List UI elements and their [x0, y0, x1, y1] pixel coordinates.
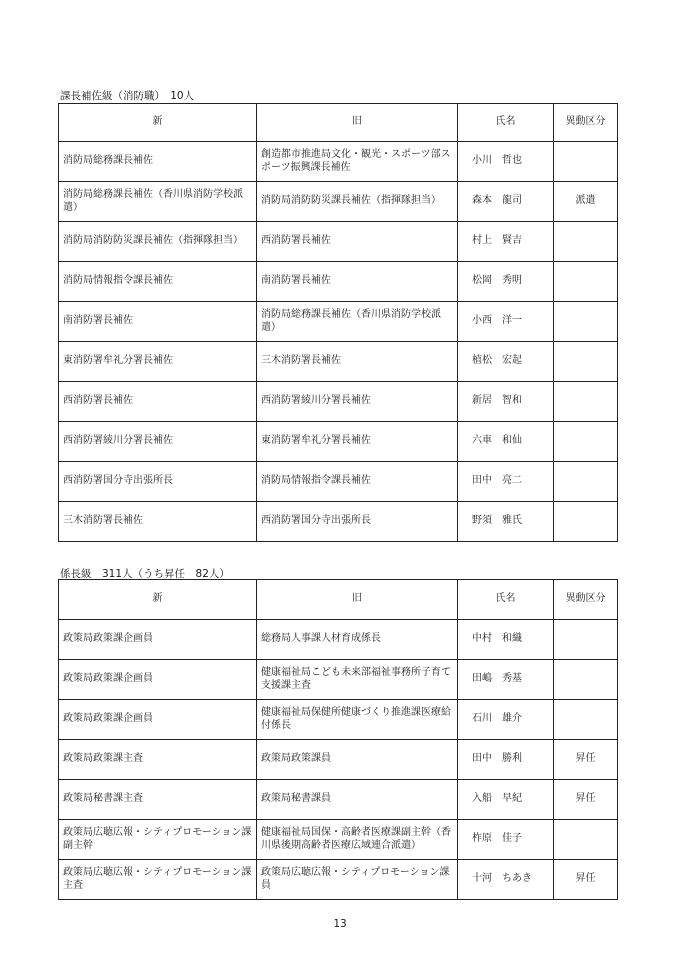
cell-kubun — [554, 302, 618, 342]
cell-name: 小川 哲也 — [458, 142, 554, 182]
cell-kubun: 昇任 — [554, 740, 618, 780]
cell-old: 健康福祉局こども未来部福祉事務所子育て支援課主査 — [257, 660, 458, 700]
cell-old: 健康福祉局保健所健康づくり推進課医療給付係長 — [257, 700, 458, 740]
table-row — [59, 700, 618, 740]
cell-new: 消防局総務課長補佐 — [59, 142, 257, 182]
header-new: 新 — [59, 580, 257, 620]
cell-old: 東消防署牟礼分署長補佐 — [257, 422, 458, 462]
cell-new: 三木消防署長補佐 — [59, 502, 257, 542]
cell-name: 小西 洋一 — [458, 302, 554, 342]
table-row — [59, 620, 618, 660]
table-row — [59, 382, 618, 422]
table-row — [59, 262, 618, 302]
cell-kubun: 昇任 — [554, 860, 618, 900]
header-kubun: 異動区分 — [554, 104, 618, 142]
cell-old: 健康福祉局国保・高齢者医療課副主幹（香川県後期高齢者医療広域連合派遣） — [257, 820, 458, 860]
table-row — [59, 780, 618, 820]
cell-name: 村上 賢吉 — [458, 222, 554, 262]
cell-name: 野須 雅氏 — [458, 502, 554, 542]
cell-name: 六車 和仙 — [458, 422, 554, 462]
cell-old: 創造都市推進局文化・観光・スポーツ部スポーツ振興課長補佐 — [257, 142, 458, 182]
cell-new: 西消防署長補佐 — [59, 382, 257, 422]
cell-kubun — [554, 342, 618, 382]
cell-new: 政策局秘書課主査 — [59, 780, 257, 820]
cell-kubun — [554, 502, 618, 542]
cell-kubun — [554, 382, 618, 422]
cell-old: 西消防署国分寺出張所長 — [257, 502, 458, 542]
section-caption-kakaricho: 係長級 311人（うち昇任 82人） — [60, 568, 230, 580]
cell-kubun — [554, 462, 618, 502]
personnel-table-kakaricho — [58, 579, 618, 900]
header-name: 氏名 — [458, 104, 554, 142]
cell-kubun — [554, 142, 618, 182]
table-row — [59, 740, 618, 780]
cell-old: 南消防署長補佐 — [257, 262, 458, 302]
header-old: 旧 — [257, 580, 458, 620]
personnel-table-kachohosa — [58, 103, 618, 542]
cell-kubun — [554, 262, 618, 302]
cell-kubun — [554, 620, 618, 660]
cell-kubun: 派遣 — [554, 182, 618, 222]
table-row — [59, 302, 618, 342]
cell-new: 消防局消防防災課長補佐（指揮隊担当） — [59, 222, 257, 262]
cell-name: 田中 亮二 — [458, 462, 554, 502]
table-header-row — [59, 104, 618, 142]
table-row — [59, 342, 618, 382]
cell-name: 新居 智和 — [458, 382, 554, 422]
cell-kubun: 昇任 — [554, 780, 618, 820]
cell-name: 中村 和織 — [458, 620, 554, 660]
cell-new: 政策局政策課主査 — [59, 740, 257, 780]
cell-old: 消防局総務課長補佐（香川県消防学校派遣） — [257, 302, 458, 342]
cell-new: 政策局政策課企画員 — [59, 700, 257, 740]
cell-new: 西消防署綾川分署長補佐 — [59, 422, 257, 462]
cell-old: 西消防署綾川分署長補佐 — [257, 382, 458, 422]
cell-new: 西消防署国分寺出張所長 — [59, 462, 257, 502]
cell-name: 松岡 秀明 — [458, 262, 554, 302]
section-caption-kachohosa: 課長補佐級（消防職） 10人 — [60, 90, 195, 102]
cell-new: 政策局政策課企画員 — [59, 660, 257, 700]
cell-name: 柞原 佳子 — [458, 820, 554, 860]
cell-old: 西消防署長補佐 — [257, 222, 458, 262]
cell-old: 三木消防署長補佐 — [257, 342, 458, 382]
cell-new: 東消防署牟礼分署長補佐 — [59, 342, 257, 382]
cell-new: 政策局広聴広報・シティプロモーション課主査 — [59, 860, 257, 900]
cell-name: 森本 龍司 — [458, 182, 554, 222]
cell-kubun — [554, 820, 618, 860]
table-row — [59, 462, 618, 502]
cell-kubun — [554, 660, 618, 700]
cell-new: 南消防署長補佐 — [59, 302, 257, 342]
table-row — [59, 142, 618, 182]
table-row — [59, 502, 618, 542]
cell-name: 入船 早紀 — [458, 780, 554, 820]
cell-new: 政策局政策課企画員 — [59, 620, 257, 660]
page-number: 13 — [333, 918, 347, 930]
table-row — [59, 820, 618, 860]
cell-old: 総務局人事課人材育成係長 — [257, 620, 458, 660]
cell-name: 十河 ちあき — [458, 860, 554, 900]
cell-kubun — [554, 700, 618, 740]
cell-old: 政策局政策課員 — [257, 740, 458, 780]
cell-name: 田中 勝利 — [458, 740, 554, 780]
header-old: 旧 — [257, 104, 458, 142]
cell-new: 政策局広聴広報・シティプロモーション課副主幹 — [59, 820, 257, 860]
cell-name: 植松 宏起 — [458, 342, 554, 382]
table-row — [59, 660, 618, 700]
table-row — [59, 182, 618, 222]
cell-new: 消防局情報指令課長補佐 — [59, 262, 257, 302]
cell-kubun — [554, 222, 618, 262]
cell-kubun — [554, 422, 618, 462]
cell-old: 消防局消防防災課長補佐（指揮隊担当） — [257, 182, 458, 222]
cell-name: 石川 雄介 — [458, 700, 554, 740]
cell-new: 消防局総務課長補佐（香川県消防学校派遣） — [59, 182, 257, 222]
cell-old: 政策局広聴広報・シティプロモーション課員 — [257, 860, 458, 900]
table-row — [59, 422, 618, 462]
header-kubun: 異動区分 — [554, 580, 618, 620]
cell-name: 田嶋 秀基 — [458, 660, 554, 700]
table-header-row — [59, 580, 618, 620]
table-row — [59, 860, 618, 900]
table-row — [59, 222, 618, 262]
header-new: 新 — [59, 104, 257, 142]
header-name: 氏名 — [458, 580, 554, 620]
cell-old: 消防局情報指令課長補佐 — [257, 462, 458, 502]
cell-old: 政策局秘書課員 — [257, 780, 458, 820]
